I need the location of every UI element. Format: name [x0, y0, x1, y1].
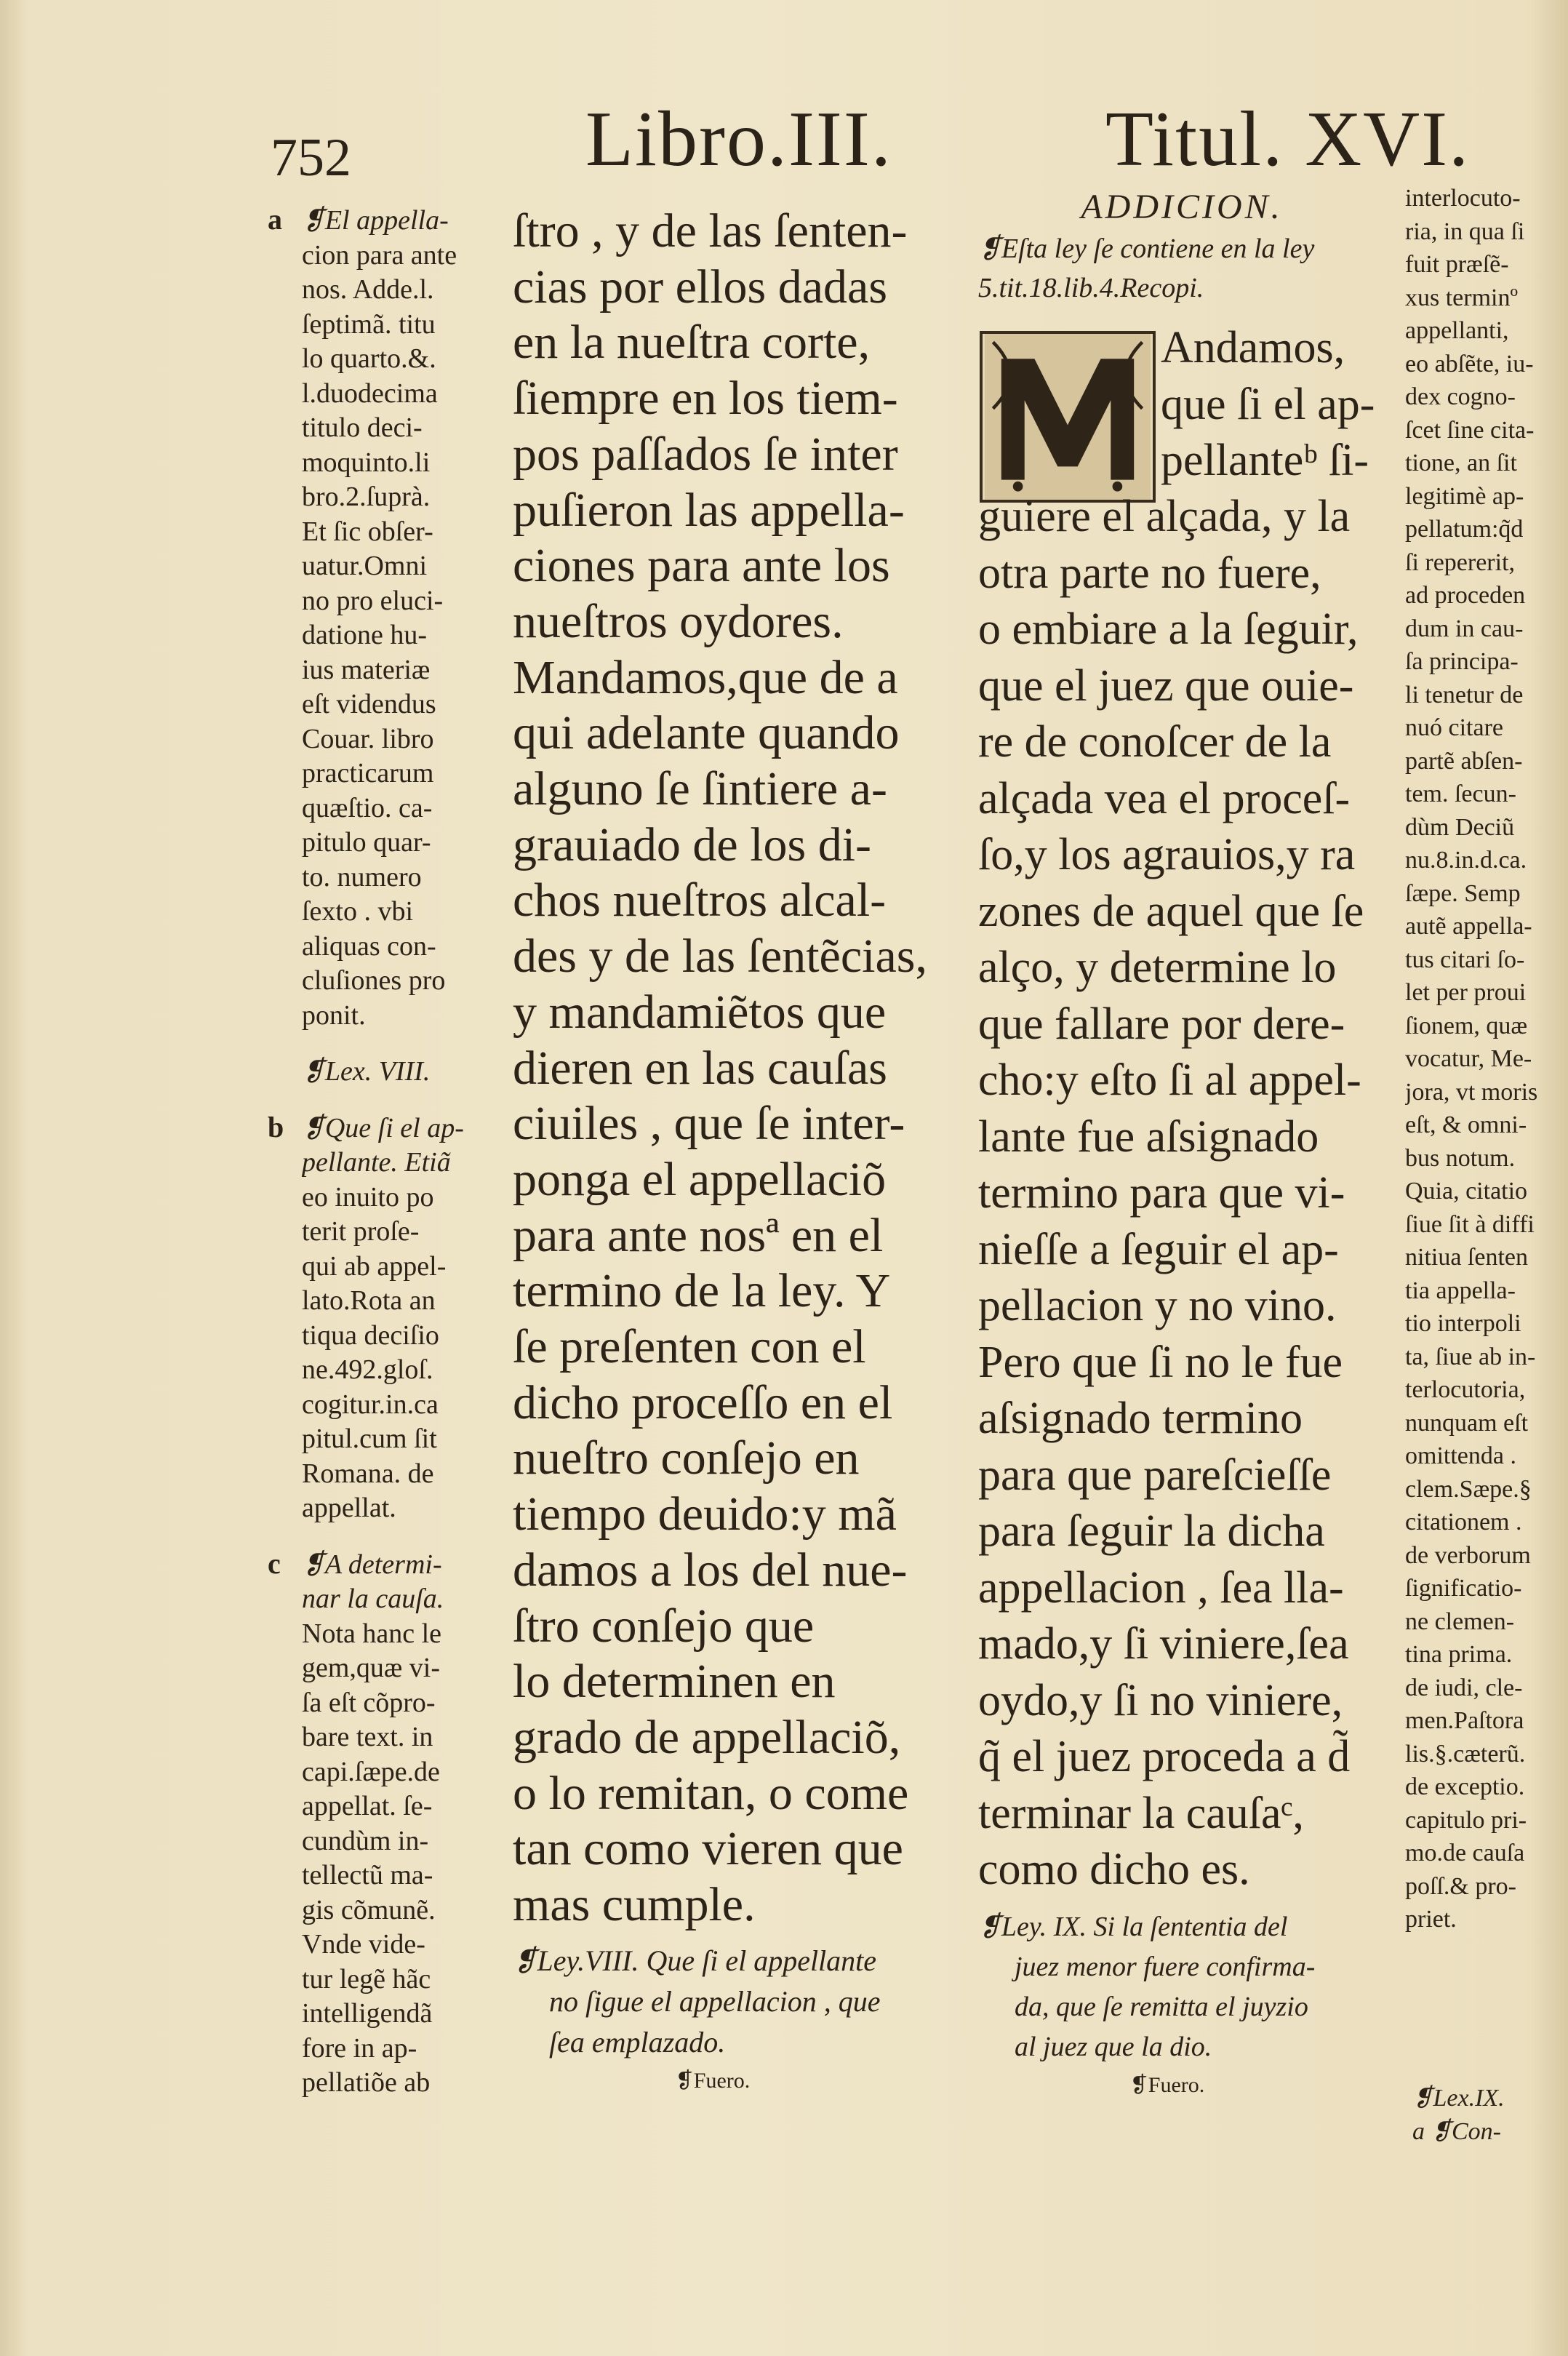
right-margin-line: jora, vt moris	[1405, 1078, 1538, 1106]
right-margin-line: tina prima.	[1405, 1641, 1513, 1668]
main-text-line: puſieron las appella-	[513, 483, 905, 537]
main-text-line: ſiempre en los tiem-	[513, 372, 898, 426]
main-text-line: termino de la ley. Y	[513, 1264, 891, 1318]
margin-note-line: tur legẽ hãc	[302, 1963, 431, 1994]
right-margin-line: omittenda .	[1405, 1442, 1516, 1469]
margin-note-line: eo inuito po	[302, 1181, 434, 1213]
main-text-line: y mandamiẽtos que	[513, 985, 887, 1039]
addicion-intro-line: ❡Eſta ley ſe contiene en la ley	[978, 233, 1315, 264]
margin-note-line: Romana. de	[302, 1458, 434, 1489]
ley-viii-heading	[513, 1941, 942, 2063]
main-text-line: lo determinen en	[513, 1655, 836, 1709]
right-margin-line: ſiue ſit à diffi	[1405, 1210, 1535, 1238]
main-text-line: dieren en las cauſas	[513, 1041, 887, 1095]
margin-note-tag: c	[268, 1547, 281, 1580]
ley-heading-line: ſea emplazado.	[549, 2025, 726, 2058]
addicion-text-line: nieſſe a ſeguir el ap-	[978, 1224, 1339, 1274]
addicion-text-line: aſsignado termino	[978, 1394, 1303, 1443]
main-text-line: qui adelante quando	[513, 706, 900, 760]
main-text-line: pos paſſados ſe inter	[513, 427, 898, 481]
right-margin-line: de exceptio.	[1405, 1773, 1525, 1800]
right-margin-line: legitimè ap-	[1405, 482, 1524, 510]
ley-heading-line: no ſigue el appellacion , que	[549, 1984, 881, 2018]
ley-heading-line: ❡Ley. IX. Si la ſententia del	[978, 1911, 1288, 1942]
addicion-column	[978, 185, 1385, 308]
main-text-line: para ante nosª en el	[513, 1208, 884, 1262]
main-text-line: tan como vieren que	[513, 1822, 903, 1876]
addicion-title: ADDICION.	[1081, 188, 1283, 226]
margin-note-line: cogitur.in.ca	[302, 1389, 439, 1420]
margin-note-line: ponit.	[302, 999, 366, 1031]
margin-note-line: bro.2.ſuprà.	[302, 482, 431, 512]
margin-note-line: titulo deci-	[302, 412, 423, 443]
margin-note-line: lo quarto.&.	[302, 343, 436, 374]
right-margin-line: partẽ abſen-	[1405, 747, 1523, 775]
addicion-text-line: o embiare a la ſeguir,	[978, 604, 1359, 654]
right-margin-line: poſſ.& pro-	[1405, 1872, 1516, 1900]
margin-note	[302, 1548, 480, 2101]
right-margin-footer	[1412, 2082, 1543, 2148]
margin-note-line: ❡El appella-	[302, 205, 449, 236]
addicion-text-line: para ſeguir la dicha	[978, 1506, 1325, 1556]
main-text-line: grauiado de los di-	[513, 818, 872, 871]
margin-note-tag: b	[268, 1111, 284, 1143]
margin-note-line: bare text. in	[302, 1722, 433, 1752]
right-margin-line: ſæpe. Semp	[1405, 879, 1521, 907]
margin-note-line: gem,quæ vi-	[302, 1653, 440, 1683]
margin-note-line: eſt videndus	[302, 689, 436, 719]
fuero-label: ❡Fuero.	[675, 2068, 751, 2093]
right-margin-line: interlocuto-	[1405, 185, 1521, 212]
right-margin-line: ſa principa-	[1405, 648, 1519, 675]
margin-note-line: nos. Adde.l.	[302, 274, 434, 305]
addicion-text-line: oydo,y ſi no viniere,	[978, 1675, 1343, 1725]
margin-note-line: nar la cauſa.	[302, 1584, 444, 1614]
margin-note-line: pitul.cum ſit	[302, 1423, 437, 1454]
margin-note-line: cluſiones pro	[302, 965, 446, 996]
right-margin-line: de verborum	[1405, 1541, 1531, 1569]
right-margin-line: mo.de cauſa	[1405, 1840, 1525, 1866]
addicion-text-line: zones de aquel que ſe	[978, 886, 1364, 936]
main-text-line: nueſtro conſejo en	[513, 1431, 860, 1485]
margin-note-line: ❡Que ſi el ap-	[302, 1112, 464, 1143]
right-margin-line: tus citari ſo-	[1405, 946, 1525, 973]
ley-heading-line: al juez que la dio.	[1015, 2031, 1212, 2062]
addicion-text-line: mado,y ſi viniere,ſea	[978, 1619, 1349, 1669]
margin-note-line: intelligendã	[302, 1998, 433, 2029]
right-margin-line: ſignificatio-	[1405, 1575, 1522, 1602]
right-margin-line: eo abſẽte, iu-	[1405, 350, 1534, 378]
right-margin-line: ſcet ſine cita-	[1405, 416, 1535, 444]
margin-note-line: pellatiõe ab	[302, 2067, 431, 2098]
margin-note-line: no pro eluci-	[302, 585, 444, 616]
addicion-text-line: que ſi el ap-	[1161, 379, 1375, 429]
margin-note	[302, 1055, 480, 1090]
margin-note-line: fore in ap-	[302, 2032, 417, 2064]
main-text-line: ſe preſenten con el	[513, 1320, 866, 1374]
right-margin-line: de iudi, cle-	[1405, 1674, 1523, 1701]
margin-note-line: Vnde vide-	[302, 1929, 425, 1960]
dropcap-side-text	[1161, 320, 1401, 490]
right-margin-notes	[1405, 182, 1543, 1936]
addicion-text-line: q̃ el juez proceda a d̃	[978, 1732, 1351, 1781]
right-margin-line: clem.Sæpe.§	[1405, 1475, 1532, 1503]
right-margin-line: citationem .	[1405, 1509, 1522, 1536]
right-margin-line: terlocutoria,	[1405, 1376, 1526, 1403]
right-margin-line: li tenetur de	[1405, 681, 1524, 708]
right-margin-line: tio interpoli	[1405, 1310, 1521, 1337]
main-text-column	[513, 204, 942, 2099]
margin-note-line: qui ab appel-	[302, 1250, 447, 1282]
margin-note-line: pitulo quar-	[302, 827, 431, 858]
right-margin-line: ta, ſiue ab in-	[1405, 1343, 1536, 1370]
main-text-line: grado de appellaciõ,	[513, 1710, 901, 1764]
addicion-text-line: terminar la cauſaᶜ,	[978, 1788, 1304, 1838]
margin-note-line: ius materiæ	[302, 654, 431, 685]
ley-heading-line: da, que ſe remitta el juyzio	[1015, 1991, 1308, 2022]
margin-note-line: uatur.Omni	[302, 551, 428, 581]
running-head-title: Titul. XVI.	[1105, 96, 1471, 183]
right-margin-line: bus notum.	[1405, 1144, 1516, 1172]
right-margin-line: men.Paſtora	[1405, 1707, 1524, 1734]
main-text-line: en la nueſtra corte,	[513, 316, 871, 370]
addicion-text-line: para que pareſcieſſe	[978, 1450, 1332, 1500]
margin-note-line: practicarum	[302, 758, 434, 788]
addicion-text-line: cho:y eſto ſi al appel-	[978, 1055, 1361, 1105]
margin-note-line: quæſtio. ca-	[302, 792, 433, 823]
fuero-label: ❡Fuero.	[1129, 2072, 1205, 2097]
margin-note-line: terit proſe-	[302, 1216, 420, 1247]
right-margin-line: xus terminº	[1405, 284, 1519, 311]
main-text-line: o lo remitan, o come	[513, 1766, 909, 1820]
addicion-text-line: pellacion y no vino.	[978, 1281, 1337, 1330]
margin-note-line: datione hu-	[302, 620, 428, 650]
addicion-text-line: guiere el alçada, y la	[978, 492, 1351, 541]
main-text-line: nueſtros oydores.	[513, 594, 844, 648]
right-margin-line: ne clemen-	[1405, 1608, 1515, 1635]
margin-note-line: appellat. ſe-	[302, 1791, 433, 1821]
right-margin-line: autẽ appella-	[1405, 913, 1532, 940]
addicion-text-line: como dicho es.	[978, 1845, 1250, 1894]
dropcap-ornament	[980, 331, 1156, 503]
main-text-line: ciuiles , que ſe inter-	[513, 1097, 905, 1151]
ley-ix-heading	[978, 1907, 1400, 2067]
right-margin-line: dum in cau-	[1405, 615, 1524, 642]
margin-note	[302, 1111, 480, 1526]
margin-note-line: ſeptimã. titu	[302, 308, 436, 340]
main-text-line: mas cumple.	[513, 1878, 756, 1932]
addicion-text-line: que fallare por dere-	[978, 999, 1345, 1049]
right-margin-line: tem. ſecun-	[1405, 780, 1516, 807]
addicion-text-line: alçada vea el proceſ-	[978, 773, 1351, 823]
right-margin-line: nu.8.in.d.ca.	[1405, 847, 1527, 874]
main-text-line: des y de las ſentẽcias,	[513, 930, 927, 983]
main-text-line: ſtro conſejo que	[513, 1599, 815, 1653]
running-head-book: Libro.III.	[585, 96, 892, 183]
right-margin-line: nitiua ſenten	[1405, 1244, 1529, 1271]
right-margin-line: dex cogno-	[1405, 383, 1516, 410]
addicion-text-line: Andamos,	[1161, 323, 1345, 372]
right-margin-line: priet.	[1405, 1906, 1457, 1933]
addicion-text-line: re de conoſcer de la	[978, 717, 1332, 767]
margin-note-line: Couar. libro	[302, 723, 434, 754]
addicion-text-line: que el juez que ouie-	[978, 660, 1354, 711]
margin-note-line: Nota hanc le	[302, 1618, 442, 1649]
right-margin-footer-line: a ❡Con-	[1412, 2117, 1501, 2145]
margin-note-line: ſa eſt cõpro-	[302, 1687, 436, 1718]
dropcap-letter-icon	[983, 334, 1153, 500]
margin-note-line: ne.492.gloſ.	[302, 1354, 433, 1385]
addicion-text-line: alço, y determine lo	[978, 943, 1337, 992]
ley-heading-line: ❡Ley.VIII. Que ſi el appellante	[513, 1944, 877, 1977]
main-text-line: Mandamos,que de a	[513, 650, 898, 704]
addicion-text-line: lante fue aſsignado	[978, 1111, 1319, 1162]
margin-note-line: cion para ante	[302, 239, 457, 271]
addicion-intro-line: 5.tit.18.lib.4.Recopi.	[978, 273, 1204, 303]
margin-note-line: capi.ſæpe.de	[302, 1756, 440, 1787]
margin-note-line: cundùm in-	[302, 1825, 429, 1856]
main-text-line: ponga el appellaciõ	[513, 1152, 887, 1206]
right-margin-line: eſt, & omni-	[1405, 1111, 1527, 1138]
addicion-text-line: ſo,y los agrauios,y ra	[978, 830, 1356, 879]
margin-note-line: appellat.	[302, 1493, 396, 1523]
right-margin-line: fuit præſẽ-	[1405, 251, 1509, 278]
right-margin-line: ſionem, quæ	[1405, 1012, 1528, 1039]
main-text-line: chos nueſtros alcal-	[513, 874, 887, 927]
right-margin-line: appellanti,	[1405, 317, 1509, 344]
main-text-line: alguno ſe ſintiere a-	[513, 762, 887, 816]
right-margin-line: vocatur, Me-	[1405, 1045, 1532, 1072]
right-margin-line: ſi repererit,	[1405, 548, 1516, 576]
main-text-line: ſtro , y de las ſenten-	[513, 204, 908, 257]
main-text-line: tiempo deuido:y mã	[513, 1488, 897, 1541]
page-number: 752	[271, 128, 351, 188]
margin-note-line: lato.Rota an	[302, 1285, 436, 1316]
right-margin-line: nunquam eſt	[1405, 1409, 1529, 1437]
margin-note-tag: a	[268, 203, 282, 236]
margin-note-line: moquinto.li	[302, 447, 431, 478]
addicion-text-line: pellanteᵇ ſi-	[1161, 436, 1369, 485]
right-margin-line: tione, an ſit	[1405, 450, 1517, 476]
right-margin-line: let per proui	[1405, 979, 1527, 1006]
right-margin-footer-line: ❡Lex.IX.	[1412, 2085, 1505, 2112]
margin-note-line: to. numero	[302, 861, 422, 893]
main-text-line: ciones para ante los	[513, 539, 890, 593]
margin-note-line: pellante. Etiã	[302, 1147, 451, 1178]
addicion-intro	[978, 229, 1385, 308]
margin-note-line: tellectũ ma-	[302, 1860, 433, 1890]
margin-note-line: l.duodecima	[302, 378, 438, 409]
right-margin-line: nuó citare	[1405, 714, 1503, 741]
right-margin-line: dùm Deciũ	[1405, 813, 1515, 841]
margin-note-line: gis cõmunẽ.	[302, 1894, 436, 1925]
main-text-line: cias por ellos dadas	[513, 260, 888, 314]
margin-note-line: ſexto . vbi	[302, 896, 414, 927]
ley-heading-line: juez menor fuere confirma-	[1015, 1951, 1316, 1982]
addicion-text-line: termino para que vi-	[978, 1168, 1345, 1218]
addicion-body	[978, 489, 1400, 2104]
margin-note-line: aliquas con-	[302, 930, 436, 962]
right-margin-line: tia appella-	[1405, 1277, 1516, 1304]
margin-note-line: tiqua deciſio	[302, 1319, 439, 1351]
margin-note	[302, 204, 480, 1033]
right-margin-line: Quia, citatio	[1405, 1178, 1528, 1205]
right-margin-line: pellatum:q̃d	[1405, 516, 1524, 543]
addicion-text-line: Pero que ſi no le fue	[978, 1337, 1343, 1387]
right-margin-line: capitulo pri-	[1405, 1806, 1527, 1834]
left-margin-notes	[302, 204, 480, 2123]
right-margin-line: ria, in qua ſi	[1405, 217, 1525, 245]
addicion-text-line: otra parte no fuere,	[978, 548, 1321, 598]
margin-note-line: ❡A determi-	[302, 1549, 442, 1580]
margin-note-line: Et ſic obſer-	[302, 516, 433, 547]
addicion-text-line: appellacion , ſea lla-	[978, 1562, 1344, 1613]
right-margin-line: lis.§.cæterũ.	[1405, 1740, 1526, 1768]
main-text-line: damos a los del nue-	[513, 1543, 908, 1597]
right-margin-line: ad proceden	[1405, 582, 1526, 609]
margin-note-line: ❡Lex. VIII.	[302, 1056, 431, 1087]
main-text-line: dicho proceſſo en el	[513, 1375, 893, 1429]
